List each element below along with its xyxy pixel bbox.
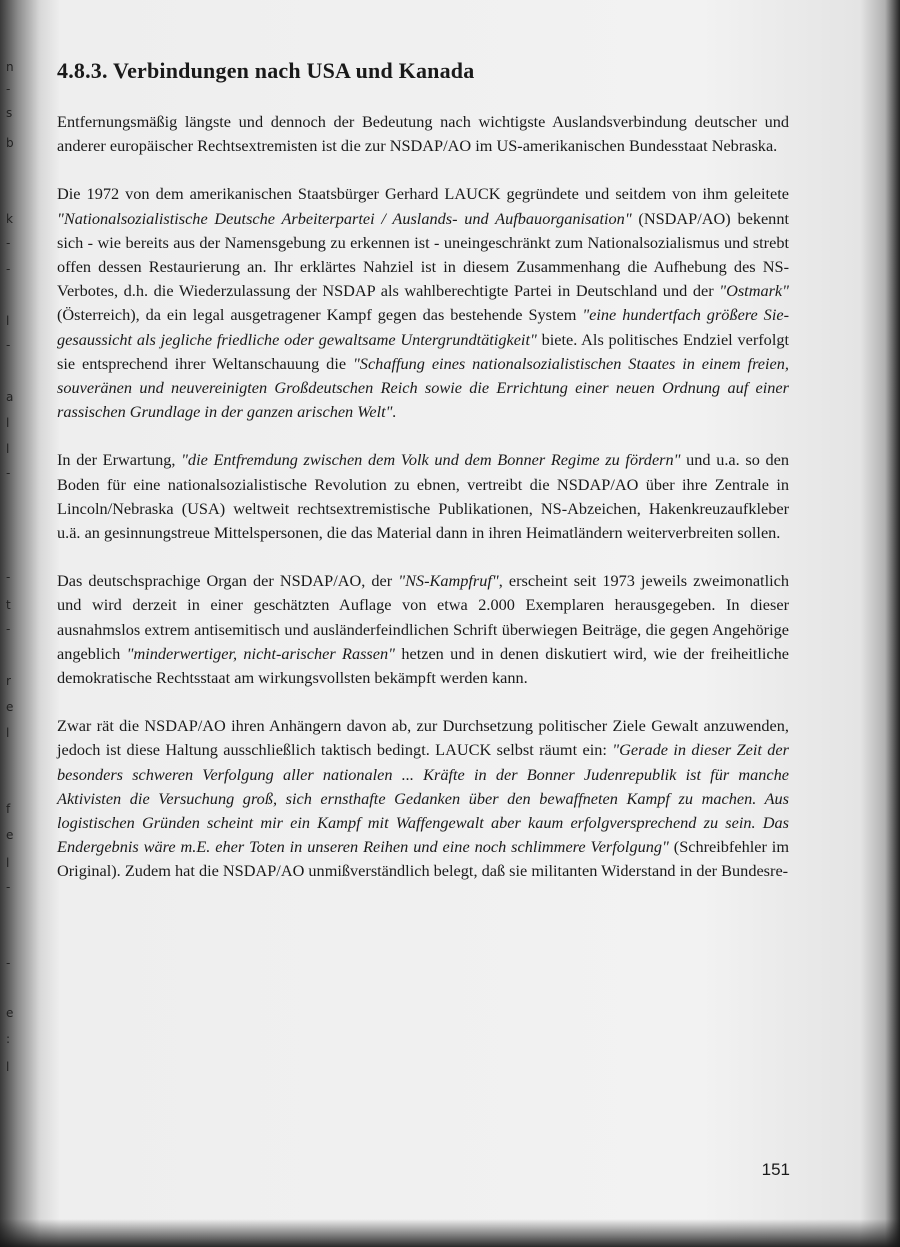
section-heading: 4.8.3. Verbindungen nach USA und Kanada <box>57 58 475 83</box>
italic-quote: "NS-Kampfruf" <box>398 571 499 591</box>
italic-quote: "Gerade in dieser Zeit der besonders schweren Verfolgung aller nationalen ... Kräfte in der Bonner Judenrepublik ist für manche Aktivisten die Versuchung groß, sich ernsthafte Gedanken über den bewaffneten Kampf zu machen. Aus logistischen Gründen scheint mir ein Kampf mit Waffengewalt aber kaum erfolgversprechend zu sein. Das Endergebnis wäre m.E. eher Toten in unseren Reihen und eine noch schlimmere Verfolgung" <box>57 740 789 857</box>
italic-quote: "eine hundertfach größere Sie-gesaussicht als jegliche friedliche oder gewaltsame Untergrundtätigkeit" <box>57 305 789 349</box>
text-run: Das deutschsprachige Organ der NSDAP/AO, der <box>57 571 399 591</box>
text-run: In der Erwartung, <box>57 450 182 470</box>
italic-quote: "die Entfremdung zwischen dem Volk und dem Bonner Regime zu fördern" <box>181 450 681 470</box>
paragraph-5 <box>57 714 789 883</box>
text-run: , erscheint seit 1973 jeweils zweimonatlich und wird derzeit in einer geschätzten Auflage von etwa 2.000 Exemplaren herausgegeben. In dieser ausnahmslos extrem antisemitisch und ausländerfeindlichen Schrift überwiegen Beiträge, die gegen Angehörige angeblich <box>57 571 789 663</box>
text-run: Die 1972 von dem amerikanischen Staatsbürger Gerhard LAUCK gegründete und seitdem von ihm geleitete <box>57 184 789 204</box>
paragraph-2 <box>57 182 789 424</box>
text-run: (Österreich), da ein legal ausgetragener Kampf gegen das bestehende System <box>57 305 583 325</box>
paragraph-1 <box>57 110 789 158</box>
paragraph-4 <box>57 569 789 690</box>
text-run: biete. Als politisches Endziel verfolgt sie entsprechend ihrer Weltanschauung die <box>57 329 790 373</box>
text-run: hetzen und in denen diskutiert wird, wie der freiheitliche demokratische Rechtsstaat am wirkungsvollsten bekämpft werden kann. <box>57 643 790 688</box>
page-content <box>57 58 789 908</box>
italic-quote: "minderwertiger, nicht-arischer Rassen" <box>126 643 395 663</box>
binding-edge-marks: n - s b k - - l - a l l - - t - r e l f e l - - e : l <box>6 60 14 1074</box>
text-run: (NSDAP/AO) bekennt sich - wie bereits aus der Namensgebung zu erkennen ist - uneingeschränkt zum Nationalsozialismus und strebt offen dessen Restaurierung an. Ihr erklärtes Nahziel ist in diesem Zusammenhang die Aufhebung des NS-Verbotes, d.h. die Wiederzulassung der NSDAP als wahlberechtigte Partei in Deutschland und der <box>57 208 789 301</box>
text-run: (Schreibfehler im Original). Zudem hat die NSDAP/AO unmißverständlich belegt, daß sie militanten Widerstand in der Bundesre- <box>57 837 789 881</box>
scan-shadow <box>0 1219 900 1247</box>
page-number: 151 <box>761 1160 790 1179</box>
italic-quote: "Ostmark" <box>719 281 789 301</box>
italic-quote: "Schaffung eines nationalsozialistischen Staates in einem freien, souveränen und neuvereinigten Großdeutschen Reich sowie die Errichtung einer neuen Ordnung auf einer rassischen Grundlage in der ganzen arischen Welt". <box>57 353 789 422</box>
text-run: Entfernungsmäßig längste und dennoch der Bedeutung nach wichtigste Auslandsverbindung deutscher und anderer europäischer Rechtsextremisten ist die zur NSDAP/AO im US-amerikanischen Bundesstaat Nebraska. <box>57 112 789 156</box>
text-run: Zwar rät die NSDAP/AO ihren Anhängern davon ab, zur Durchsetzung politischer Ziele Gewalt anzuwenden, jedoch ist diese Haltung ausschließlich taktisch bedingt. LAUCK selbst räumt ein: <box>57 716 789 760</box>
text-run: und u.a. so den Boden für eine nationalsozialistische Revolution zu ebnen, vertreibt die NSDAP/AO über ihre Zentrale in Lincoln/Nebraska (USA) weltweit rechtsextremistische Publikationen, NS-Abzeichen, Hakenkreuzaufkleber u.ä. an gesinnungstreue Mittelspersonen, die das Material dann in ihren Heimatländern weiterverbreiten sollen. <box>57 450 790 543</box>
italic-quote: "Nationalsozialistische Deutsche Arbeiterpartei / Auslands- und Aufbauorganisation" <box>57 208 632 228</box>
paragraph-3 <box>57 448 789 545</box>
